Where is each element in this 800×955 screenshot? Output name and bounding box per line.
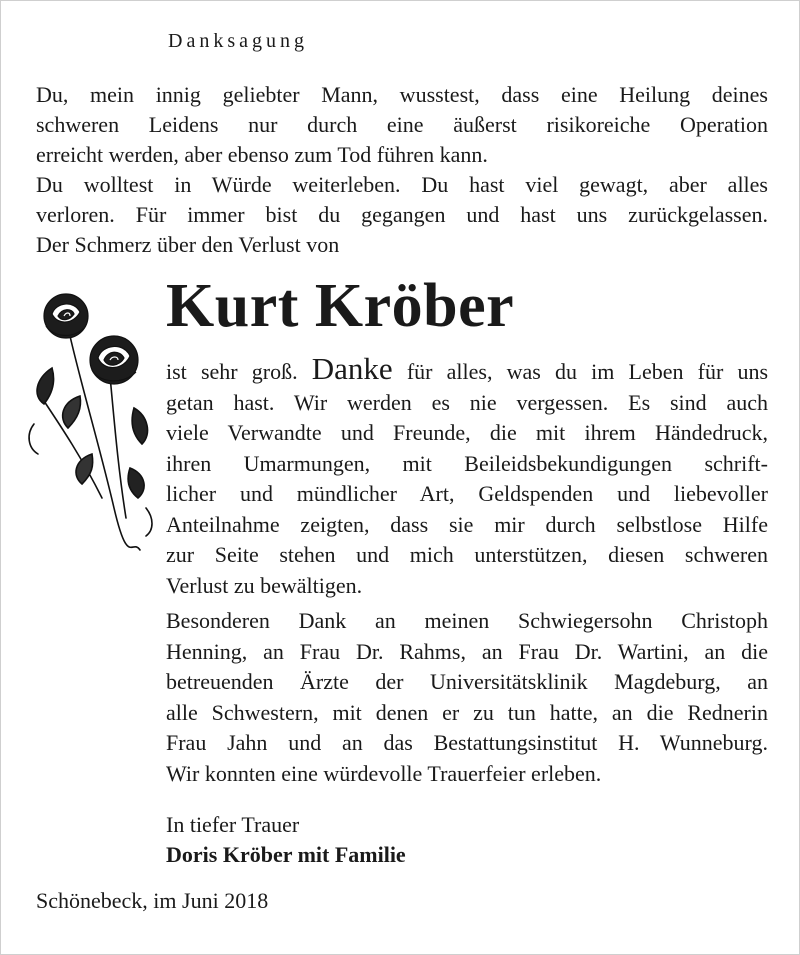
signature-names: Doris Kröber mit Familie [166, 842, 406, 867]
signature-intro: In tiefer Trauer [166, 812, 300, 837]
intro-line: erreicht werden, aber ebenso zum Tod führen kann. [36, 142, 488, 167]
thanks-first-line-after: für alles, was du im Leben für uns [406, 359, 769, 384]
thanks-line: viele Verwandte und Freunde, die mit ihrem Händedruck, [166, 420, 768, 445]
intro-paragraph [36, 80, 768, 260]
thanks-first-line [166, 351, 769, 388]
intro-line: Du, mein innig geliebter Mann, wusstest, dass eine Heilung deines [36, 82, 768, 107]
place-date: Schönebeck, im Juni 2018 [36, 888, 269, 913]
special-thanks-paragraph [166, 606, 768, 789]
thanks-line: licher und mündlicher Art, Geldspenden und liebevoller [166, 481, 768, 506]
deceased-name: Kurt Kröber [166, 272, 515, 340]
thanks-paragraph [166, 351, 769, 601]
thanks-line: ihren Umarmungen, mit Beileidsbekundigungen schrift- [166, 450, 768, 476]
special-thanks-line: betreuenden Ärzte der Universitätsklinik Magdeburg, an [166, 669, 768, 694]
thanks-first-line-before: ist sehr groß. [166, 359, 298, 384]
intro-line: schweren Leidens nur durch eine äußerst risikoreiche Operation [36, 112, 768, 137]
thanks-line: zur Seite stehen und mich unterstützen, diesen schweren [166, 542, 768, 567]
heading-danksagung: Danksagung [168, 30, 308, 52]
intro-line: Du wolltest in Würde weiterleben. Du hast viel gewagt, aber alles [36, 172, 768, 197]
danke-emphasis: Danke [311, 351, 393, 386]
special-thanks-line: Frau Jahn und an das Bestattungsinstitut H. Wunneburg. [166, 730, 768, 755]
thanks-line: Verlust zu bewältigen. [166, 572, 363, 598]
intro-line: Der Schmerz über den Verlust von [36, 232, 340, 257]
signature-block [166, 810, 406, 870]
special-thanks-line: Wir konnten eine würdevolle Trauerfeier erleben. [166, 760, 602, 786]
thanks-line: Anteilnahme zeigten, dass sie mir durch selbstlose Hilfe [166, 511, 768, 537]
intro-line: verloren. Für immer bist du gegangen und hast uns zurückgelassen. [36, 202, 768, 227]
thanks-line: getan hast. Wir werden es nie vergessen. Es sind auch [166, 389, 768, 415]
special-thanks-line: alle Schwestern, mit denen er zu tun hatte, an die Rednerin [166, 699, 768, 725]
roses-icon [22, 278, 162, 556]
special-thanks-line: Henning, an Frau Dr. Rahms, an Frau Dr. Wartini, an die [166, 638, 768, 664]
special-thanks-line: Besonderen Dank an meinen Schwiegersohn Christoph [166, 608, 768, 633]
